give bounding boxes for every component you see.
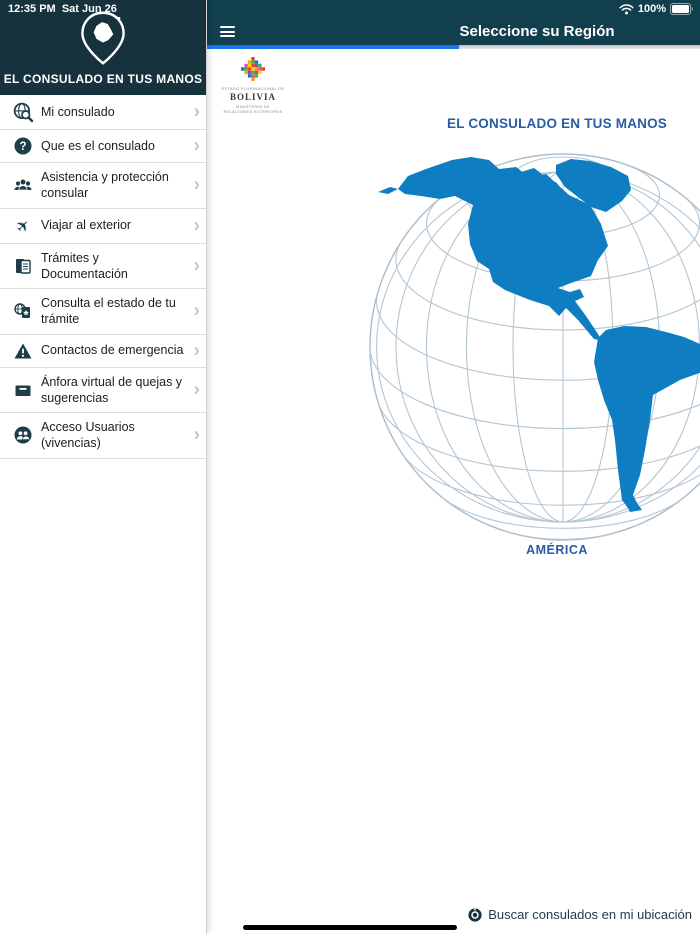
passport-status-icon (8, 301, 38, 321)
chevron-right-icon: › (193, 424, 200, 446)
sidebar-item-anfora-quejas[interactable] (0, 368, 206, 414)
sidebar-item-que-es-el-consulado[interactable] (0, 130, 206, 163)
sidebar-item-tramites-documentacion[interactable] (0, 244, 206, 290)
bolivia-ministry-logo (221, 57, 285, 115)
chevron-right-icon: › (193, 135, 200, 157)
status-time: 12:35 PM (8, 3, 56, 15)
map-pin-bolivia-icon (76, 9, 130, 67)
battery-percent: 100% (637, 3, 666, 15)
sidebar-item-label: Trámites y Documentación (41, 250, 128, 281)
sidebar-item-viajar-al-exterior[interactable] (0, 209, 206, 244)
sidebar-item-label: Consulta el estado de tu trámite (41, 296, 176, 327)
home-indicator[interactable] (243, 925, 457, 930)
chevron-right-icon: › (193, 300, 200, 322)
svg-text:?: ? (19, 141, 27, 154)
region-name-label: AMÉRICA (526, 543, 588, 557)
locate-crosshair-icon (468, 908, 482, 922)
warning-triangle-icon (8, 341, 38, 361)
sidebar-item-label: Que es el consulado (41, 138, 155, 153)
question-circle-icon (8, 136, 38, 156)
sidebar-item-label: Mi consulado (41, 104, 115, 119)
ballot-box-icon (8, 380, 38, 400)
sidebar-item-label: Ánfora virtual de quejas y sugerencias (41, 374, 183, 405)
battery-icon (670, 3, 694, 15)
sidebar-item-acceso-usuarios[interactable] (0, 413, 206, 459)
chevron-right-icon: › (193, 379, 200, 401)
logo-ministry-line1: MINISTERIO DE (236, 104, 270, 110)
sidebar-item-consulta-estado-tramite[interactable] (0, 289, 206, 335)
sidebar-item-contactos-emergencia[interactable] (0, 335, 206, 368)
sidebar-item-label: Viajar al exterior (41, 218, 132, 233)
people-group-icon (8, 174, 38, 196)
sidebar-item-label: Asistencia y protección consular (41, 170, 169, 201)
locate-consulates-label: Buscar consulados en mi ubicación (488, 907, 692, 922)
sidebar-drawer (0, 0, 207, 934)
sidebar-item-mi-consulado[interactable] (0, 95, 206, 130)
locate-consulates-button[interactable] (468, 907, 692, 922)
sidebar-item-label: Acceso Usuarios (vivencias) (41, 420, 135, 451)
sidebar-menu (0, 95, 206, 459)
status-date: Sat Jun 26 (61, 3, 117, 15)
globe-search-icon (8, 101, 38, 123)
users-circle-icon (8, 425, 38, 445)
chevron-right-icon: › (193, 174, 200, 196)
airplane-icon (8, 215, 38, 237)
status-time-date (8, 3, 117, 15)
logo-country-name: BOLIVIA (229, 92, 276, 103)
page-title: Seleccione su Región (459, 23, 615, 40)
chevron-right-icon: › (193, 340, 200, 361)
sidebar-item-label: Contactos de emergencia (41, 343, 184, 358)
svg-text:✈: ✈ (12, 214, 34, 237)
chakana-logo-icon (241, 57, 265, 81)
status-indicators (619, 3, 694, 15)
loading-progress-bar (207, 45, 700, 49)
loading-progress-fill (207, 45, 459, 49)
main-page (207, 0, 700, 934)
chevron-right-icon: › (193, 101, 200, 123)
wifi-icon (619, 4, 634, 15)
sidebar-item-asistencia-proteccion[interactable] (0, 163, 206, 209)
app-brand-title: EL CONSULADO EN TUS MANOS (446, 116, 667, 131)
chevron-right-icon: › (193, 255, 200, 277)
logo-top-line: ESTADO PLURINACIONAL DE (221, 86, 285, 91)
america-region-globe[interactable] (366, 150, 700, 544)
chevron-right-icon: › (193, 215, 200, 236)
documents-icon (8, 256, 38, 276)
sidebar-app-title: EL CONSULADO EN TUS MANOS (3, 72, 203, 86)
logo-ministry-line2: RELACIONES EXTERIORES (223, 109, 283, 115)
